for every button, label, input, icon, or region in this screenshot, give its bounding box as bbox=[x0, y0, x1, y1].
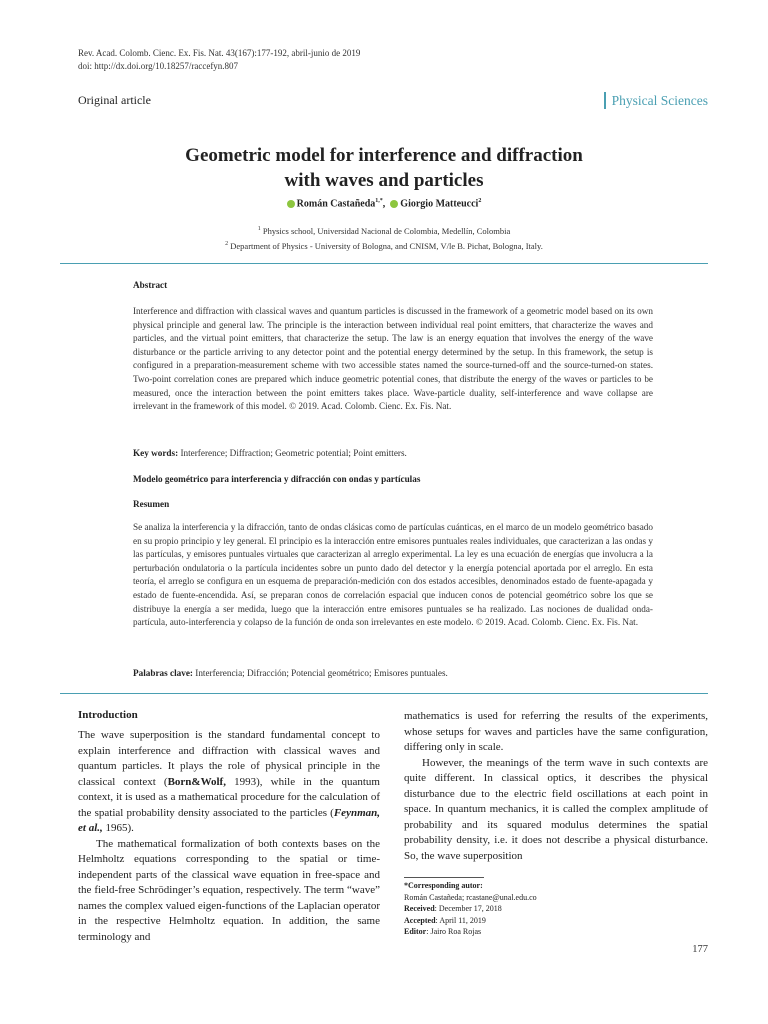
editor-name: : Jairo Roa Rojas bbox=[426, 927, 482, 936]
aff-1-num: 1 bbox=[257, 226, 261, 232]
corresponding-name-email[interactable]: Román Castañeda; rcastane@unal.edu.co bbox=[404, 892, 537, 902]
article-type: Original article bbox=[78, 93, 151, 107]
doi-line[interactable]: doi: http://dx.doi.org/10.18257/raccefyn.807 bbox=[78, 61, 239, 71]
keywords-label: Key words: bbox=[133, 448, 179, 458]
spanish-title: Modelo geométrico para interferencia y difracción con ondas y partículas bbox=[133, 474, 421, 484]
title-line-2: with waves and particles bbox=[284, 170, 484, 191]
orcid-icon[interactable] bbox=[287, 200, 295, 208]
citation-born-wolf[interactable]: Born&Wolf, bbox=[167, 775, 226, 788]
p1-text-b: 1993), while in the quantum context, it is used as a mathematical procedure for the calculation of the spatial probability density associated to the particles ( bbox=[78, 775, 380, 819]
header-divider bbox=[60, 263, 708, 264]
author-list: Román Castañeda$^{1,*}$, Giorgio Matteucci$^2$ bbox=[0, 198, 768, 209]
citation-feynman[interactable]: Feynman, et al., bbox=[78, 806, 380, 834]
keywords-text: Interference; Diffraction; Geometric potential; Point emitters. bbox=[178, 448, 407, 458]
introduction-heading: Introduction bbox=[78, 709, 138, 721]
right-column bbox=[404, 709, 708, 864]
intro-paragraph-3: mathematics is used for referring the results of the experiments, whose setups for waves and particles have the same configuration, differing only in scale. bbox=[404, 710, 708, 753]
footnote-divider bbox=[404, 877, 484, 878]
corresponding-label: *Corresponding autor: bbox=[404, 881, 483, 890]
aff-1-text: Physics school, Universidad Nacional de Colombia, Medellín, Colombia bbox=[262, 225, 511, 236]
body-divider bbox=[60, 693, 708, 694]
aff-2-text: Department of Physics - University of Bologna, and CNISM, V/le B. Pichat, Bologna, Italy. bbox=[230, 240, 543, 251]
aff-2-num: 2 bbox=[225, 240, 229, 247]
title-line-1: Geometric model for interference and diffraction bbox=[185, 145, 583, 166]
palabras-clave-label: Palabras clave: bbox=[133, 668, 193, 678]
author-1: Román Castañeda bbox=[296, 198, 376, 210]
keywords bbox=[133, 447, 653, 461]
accepted-label: Accepted bbox=[404, 915, 436, 925]
received-date: : December 17, 2018 bbox=[434, 904, 502, 913]
left-column bbox=[78, 728, 380, 945]
affiliation-2 bbox=[0, 238, 768, 253]
editor-label: Editor bbox=[404, 927, 427, 936]
author-2-sup: 2 bbox=[478, 198, 482, 204]
resumen-heading: Resumen bbox=[133, 499, 170, 509]
paper-title bbox=[0, 143, 768, 193]
affiliation-1 bbox=[0, 223, 768, 238]
author-2: Giorgio Matteucci bbox=[400, 198, 479, 210]
palabras-clave bbox=[133, 667, 653, 681]
orcid-icon[interactable] bbox=[390, 200, 398, 208]
resumen-text: Se analiza la interferencia y la difracción, tanto de ondas clásicas como de partículas cuánticas, en el marco de un modelo geométrico basado en su propio principio y ley general. El principio es la interacción entre emisores puntuales reales individuales, que caracterizan a las ondas y las partículas, y emisores puntuales virtuales que caracterizan al arreglo experimental. La ley es una ecuación de energías que involucra a la perturbación ondulatoria o la partícula incidentes sobre un punto dado del detector y la energía potencial aportada por el arreglo. En esta teoría, el arreglo se configura en un esquema de preparación-medición con dos estados accesibles, denominados estado de fuente-apagada y estado de fuente-encendida. Así, se preparan conos de correlación espacial que inducen conos de potencial geométrico sobre los que se distribuye la energía a ser medida, luego que la interacción entre emisores puntuales se ha realizado. Las nociones de dualidad onda-partícula, auto-interferencia y colapso de la función de onda son irrelevantes en este modelo. © 2019. Acad. Colomb. Cienc. Ex. Fis. Nat. bbox=[133, 522, 653, 628]
p1-text-c: 1965). bbox=[102, 822, 134, 834]
correspondence-block bbox=[404, 880, 537, 938]
intro-paragraph-4: However, the meanings of the term wave in such contexts are quite different. In classical optics, it describes the physical disturbance due to the electric field oscillations at each point in space. In quantum mechanics, it is called the complex amplitude of probability and its squared modulus determines the spatial probability density, i.e. it does not describe a physical disturbance. So, the wave superposition bbox=[404, 756, 708, 862]
citation-line: Rev. Acad. Colomb. Cienc. Ex. Fis. Nat. 43(167):177-192, abril-junio de 2019 bbox=[78, 48, 361, 58]
intro-paragraph-2: The mathematical formalization of both contexts bases on the Helmholtz equations corresponding to the spatial or time-independent parts of the classical wave equation in free-space and the field-free Schrödinger’s equation, respectively. The term “wave” names the complex valued eigen-functions of the Laplacian operator in the respective Helmholtz equation. In addition, the same terminology and bbox=[78, 837, 380, 943]
accepted-date: : April 11, 2019 bbox=[435, 915, 486, 925]
affiliations bbox=[0, 223, 768, 253]
journal-citation bbox=[78, 47, 360, 73]
author-1-sup: 1,* bbox=[375, 198, 383, 204]
palabras-clave-text: Interferencia; Difracción; Potencial geométrico; Emisores puntuales. bbox=[192, 668, 448, 678]
page-number: 177 bbox=[692, 944, 708, 955]
abstract-heading: Abstract bbox=[133, 280, 168, 290]
p1-text-a: The wave superposition is the standard fundamental concept to explain interference and diffraction with classical waves and quantum particles. It plays the role of physical principle in the classical context ( bbox=[78, 729, 380, 788]
section-tag: Physical Sciences bbox=[604, 92, 708, 109]
intro-paragraph-1 bbox=[78, 728, 380, 837]
abstract-text: Interference and diffraction with classical waves and quantum particles is discussed in the framework of a geometric model based on its own physical principle and general law. The principle is the interaction between individual real point emitters, that characterize the waves and particles, and the virtual point emitters, that characterize the setup. The law is an energy equation that involves the energy of the wave disturbance or the particle arriving to any detector point and the potential energy determined by the setup. In this framework, the setup is configured in a preparation-measurement scheme with two accessible states named the source-turned-off and the source-turned-on states. Two-point correlation cones are prepared which induce geometric potential cones, that distribute the energy of the waves or particles to be measured, once the interaction between the point emitters takes place. Wave-particle duality, self-interference and wave collapse are irrelevant in the framework of this model. © 2019. Acad. Colomb. Cienc. Ex. Fis. Nat. bbox=[133, 306, 653, 412]
received-label: Received bbox=[404, 904, 435, 913]
